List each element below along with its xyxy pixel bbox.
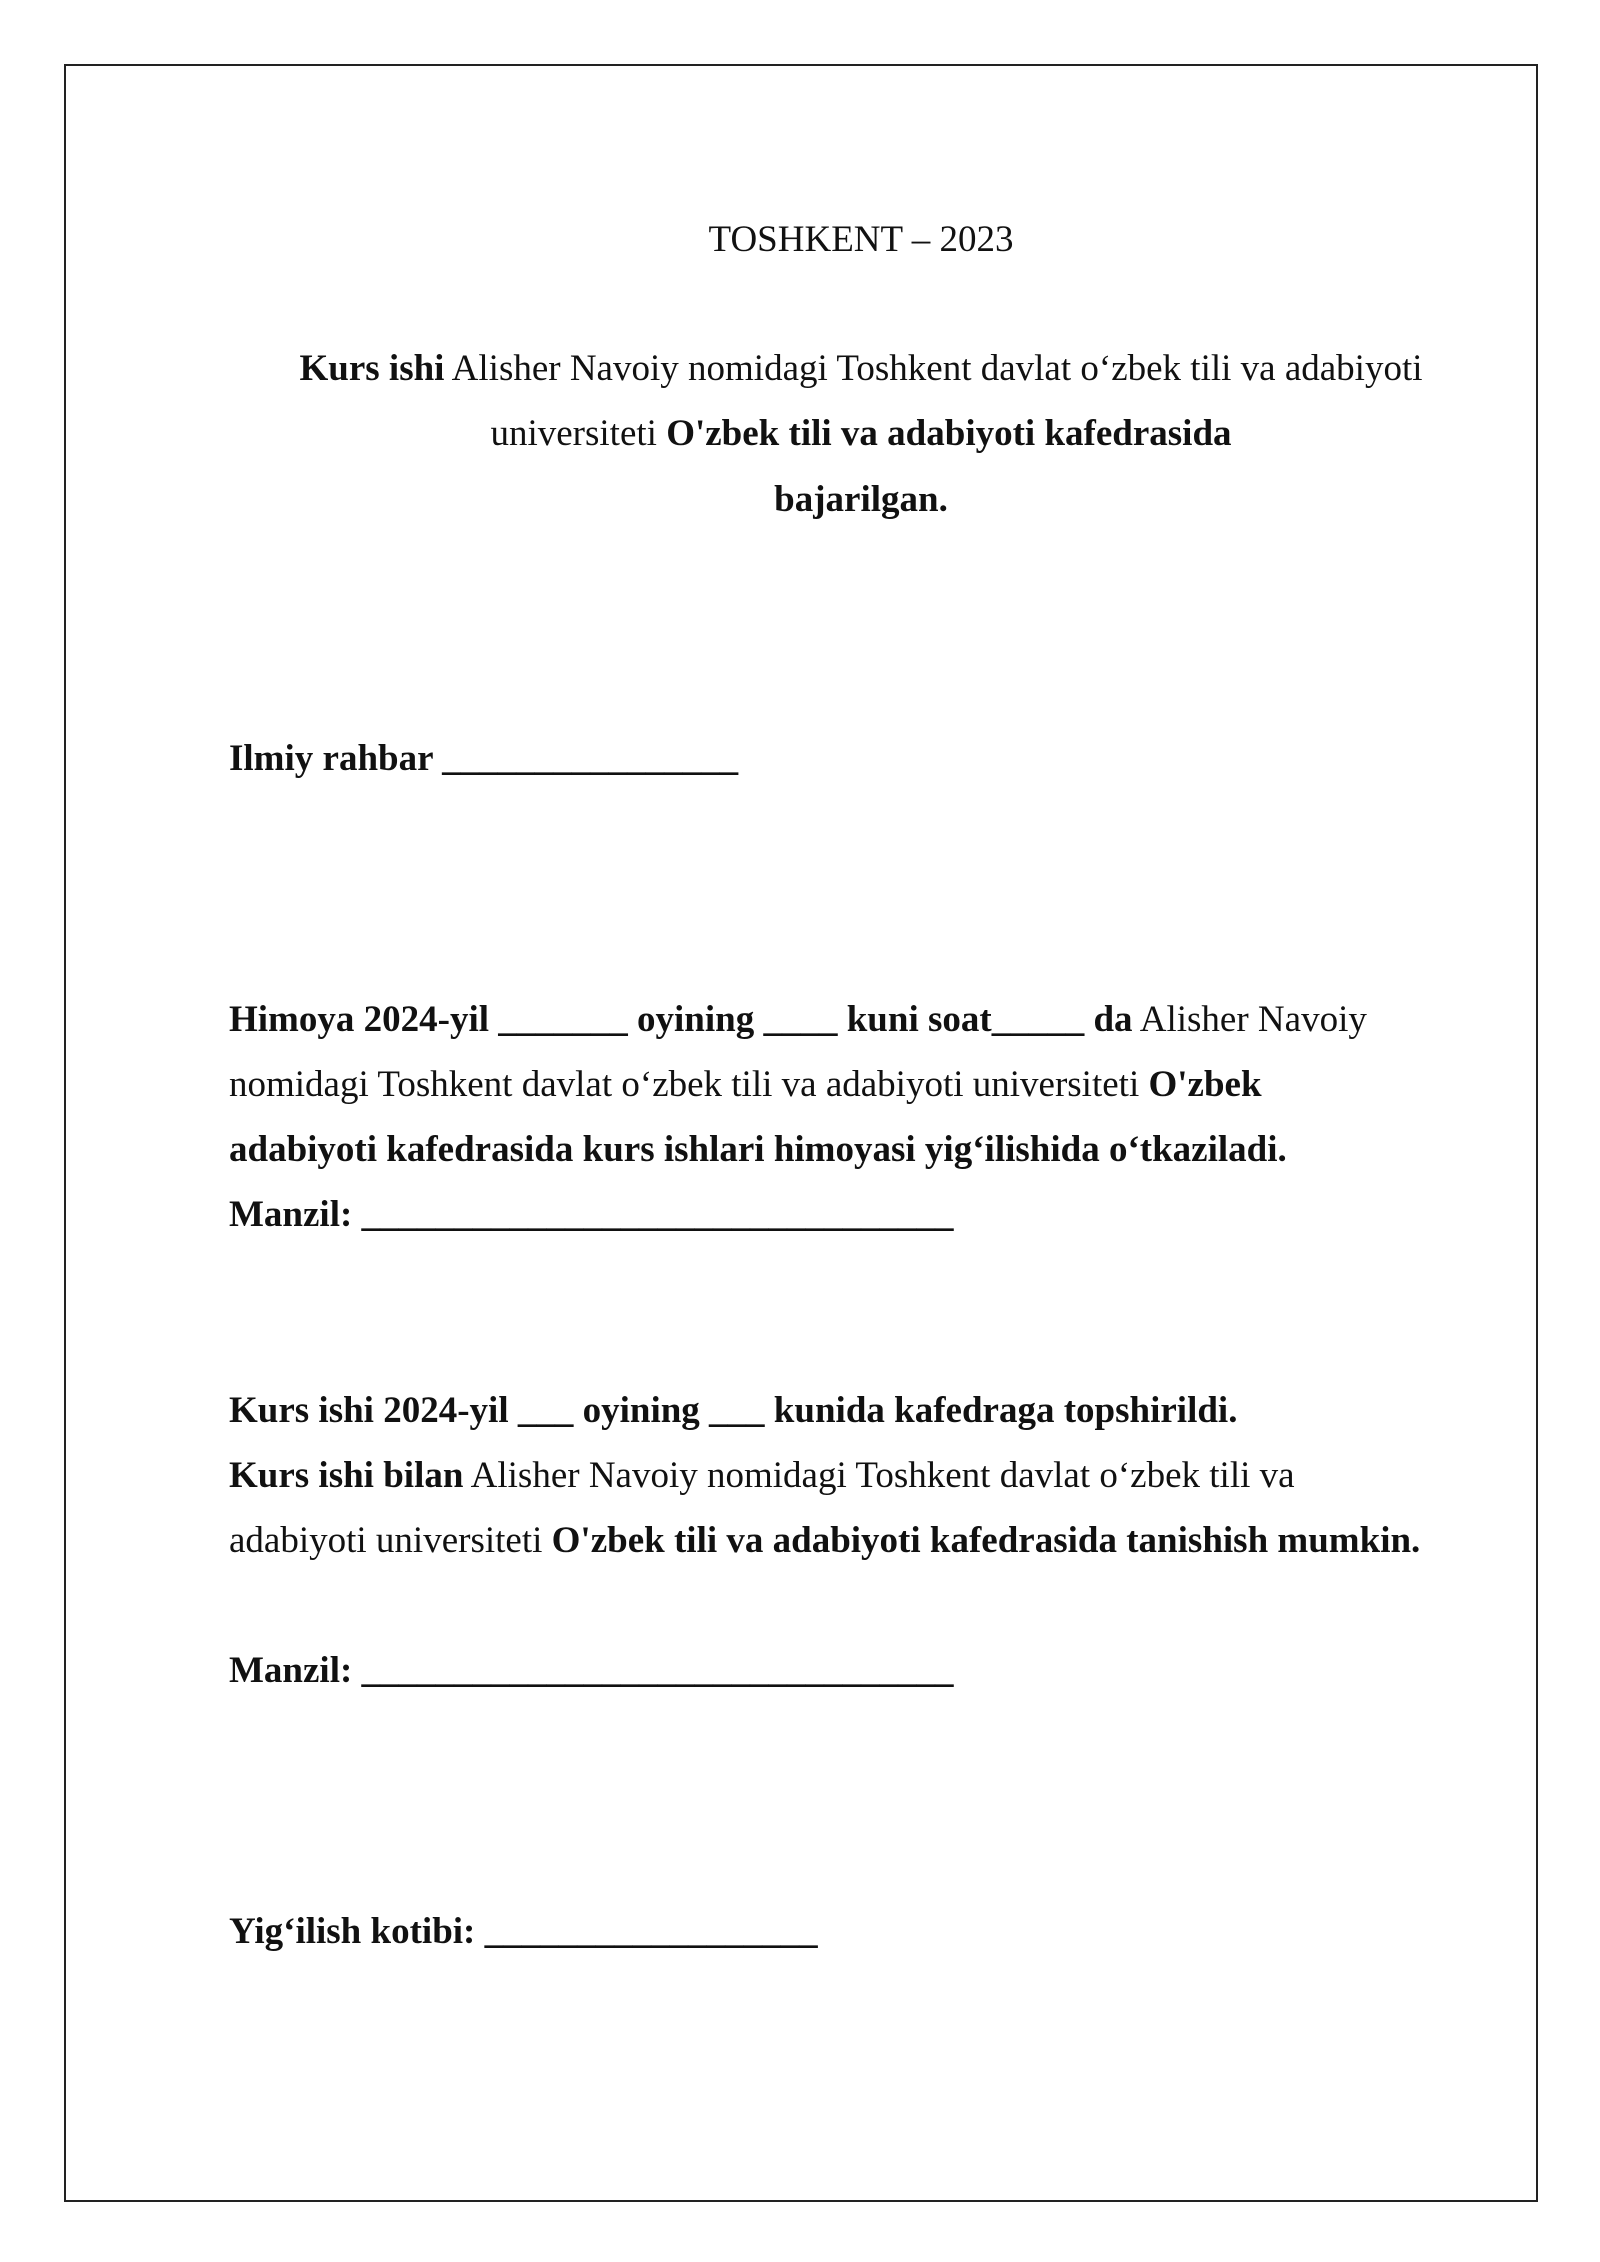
defense-text-1: Alisher Navoiy: [1132, 999, 1367, 1040]
intro-bold-2: O'zbek tili va adabiyoti kafedrasida: [666, 413, 1232, 454]
submission-line-3: [229, 1517, 1479, 1565]
intro-text-2: universiteti: [490, 413, 667, 454]
city-year: TOSHKENT – 2023: [708, 219, 1014, 260]
intro-line-1: [0, 345, 1600, 393]
defense-address: Manzil: ________________________________: [229, 1194, 954, 1235]
submission-line-2: [229, 1452, 1479, 1500]
defense-bold-1: Himoya 2024-yil _______ oyining ____ kuni soat_____ da: [229, 999, 1133, 1040]
intro-line-3: bajarilgan.: [774, 479, 948, 520]
submission-bold-2: Kurs ishi bilan: [229, 1455, 464, 1496]
defense-bold-2: O'zbek: [1148, 1064, 1262, 1105]
intro-line-2: [0, 410, 1600, 458]
secretary-line: Yig‘ilish kotibi: __________________: [229, 1911, 818, 1952]
submission-text-2: Alisher Navoiy nomidagi Toshkent davlat o‘zbek tili va: [463, 1455, 1295, 1496]
defense-text-2: nomidagi Toshkent davlat o‘zbek tili va adabiyoti universiteti: [229, 1064, 1149, 1105]
defense-line-3: adabiyoti kafedrasida kurs ishlari himoyasi yig‘ilishida o‘tkaziladi.: [229, 1129, 1287, 1170]
intro-bold-1: Kurs ishi: [299, 348, 445, 389]
submission-address: Manzil: ________________________________: [229, 1650, 954, 1691]
submission-bold-3: O'zbek tili va adabiyoti kafedrasida tanishish mumkin.: [551, 1520, 1421, 1561]
intro-text-1: Alisher Navoiy nomidagi Toshkent davlat o‘zbek tili va adabiyoti: [444, 348, 1423, 389]
submission-line-1: Kurs ishi 2024-yil ___ oyining ___ kunida kafedraga topshirildi.: [229, 1390, 1238, 1431]
submission-text-3: adabiyoti universiteti: [229, 1520, 552, 1561]
defense-line-2: [229, 1061, 1479, 1109]
defense-line-1: [229, 996, 1479, 1044]
supervisor-line: Ilmiy rahbar ________________: [229, 738, 739, 779]
